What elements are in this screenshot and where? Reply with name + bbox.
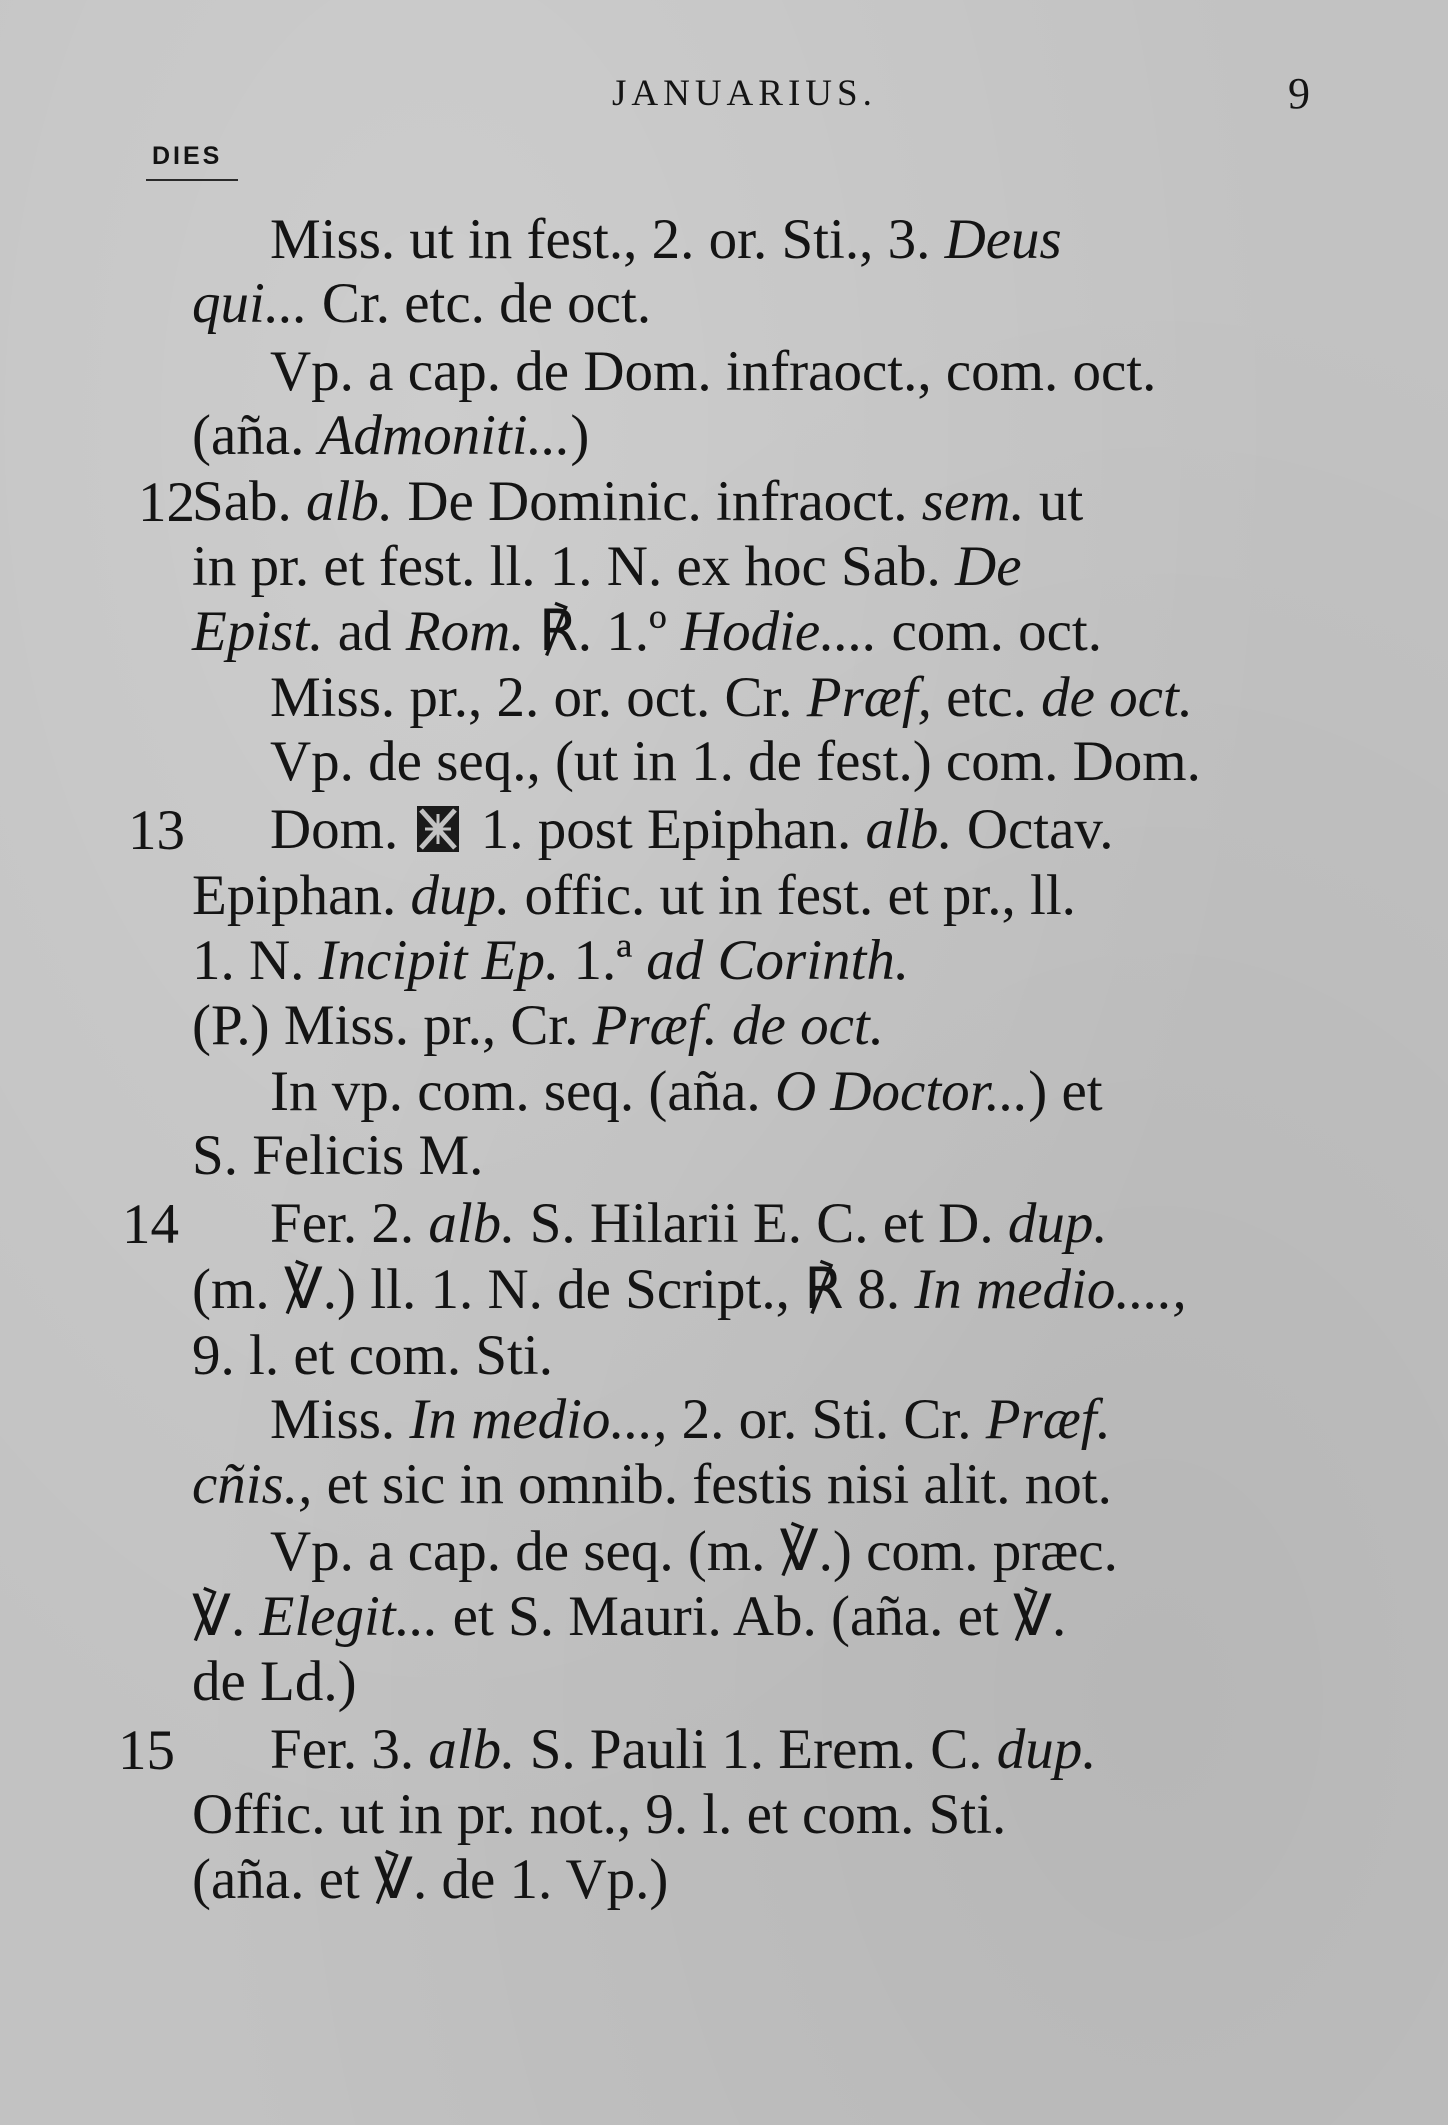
text-run: Offic. ut in pr. not., 9. l. et com. Sti. <box>192 1783 1007 1846</box>
italic-text: dup. <box>996 1718 1097 1781</box>
italic-text: Hodie.... <box>680 600 878 663</box>
text-line <box>270 798 1113 862</box>
italic-text: alb. <box>865 798 953 861</box>
italic-text: Præf. de oct. <box>592 994 884 1057</box>
text-line <box>270 208 1062 272</box>
italic-text: alb. <box>428 1718 516 1781</box>
text-line <box>192 272 651 336</box>
text-run: De Dominic. infraoct. <box>393 470 922 533</box>
column-label-underline <box>146 179 238 181</box>
text-run: ad <box>323 600 406 663</box>
text-line <box>192 470 1083 534</box>
italic-text: de oct. <box>1041 666 1194 729</box>
text-run: (m. ℣.) ll. 1. N. de Script., ℟ 8. <box>192 1258 915 1321</box>
italic-text: De <box>955 535 1022 598</box>
page-number: 9 <box>1288 69 1310 118</box>
italic-text: ad Corinth. <box>646 929 910 992</box>
text-line <box>192 1650 357 1714</box>
text-run: Cr. etc. de oct. <box>307 272 652 335</box>
text-run: Vp. a cap. de seq. (m. ℣.) com. præc. <box>270 1520 1118 1583</box>
text-line <box>192 1585 1066 1649</box>
text-run: Epiphan. <box>192 864 411 927</box>
text-line <box>192 1124 483 1188</box>
italic-text: Incipit Ep. <box>318 929 560 992</box>
text-line <box>192 994 884 1058</box>
text-line <box>192 1848 668 1912</box>
text-run: offic. ut in fest. et pr., ll. <box>510 864 1076 927</box>
italic-text: In medio...., <box>914 1258 1187 1321</box>
text-line <box>192 404 589 468</box>
italic-text: Epist. <box>192 600 324 663</box>
italic-text: alb. <box>428 1192 516 1255</box>
text-run: de Ld.) <box>192 1650 357 1713</box>
italic-text: cñis., <box>192 1453 313 1516</box>
italic-text: Præf, <box>806 666 932 729</box>
text-run: ut <box>1024 470 1084 533</box>
text-run: 1. post Epiphan. <box>466 798 866 861</box>
cross-icon <box>417 806 459 852</box>
text-line <box>270 1060 1103 1124</box>
text-run: Vp. a cap. de Dom. infraoct., com. oct. <box>270 340 1157 403</box>
text-run: Fer. 3. <box>270 1718 429 1781</box>
text-run: (aña. et ℣. de 1. Vp.) <box>192 1848 669 1911</box>
text-run: In vp. com. seq. (aña. <box>270 1060 775 1123</box>
text-run: Miss. <box>270 1388 410 1451</box>
day-number: 13 <box>128 799 185 862</box>
text-run: ) et <box>1028 1060 1103 1123</box>
text-run: Dom. <box>270 798 413 861</box>
text-line <box>270 340 1156 404</box>
italic-text: Elegit... <box>259 1585 439 1648</box>
text-run: S. Felicis M. <box>192 1124 484 1187</box>
text-line <box>270 1520 1118 1584</box>
text-line <box>270 1718 1097 1782</box>
italic-text: In medio..., <box>409 1388 668 1451</box>
day-number: 15 <box>118 1719 175 1782</box>
text-run: etc. <box>931 666 1042 729</box>
text-run: (aña. <box>192 404 319 467</box>
text-line <box>192 929 909 993</box>
running-title: JANUARIUS. <box>612 73 877 114</box>
text-run: com. oct. <box>877 600 1102 663</box>
text-run: ℟. 1.º <box>524 600 681 663</box>
text-run: Sab. <box>192 470 306 533</box>
text-run: Fer. 2. <box>270 1192 429 1255</box>
day-number: 12 <box>138 471 195 534</box>
text-line <box>192 535 1022 599</box>
text-run: (P.) Miss. pr., Cr. <box>192 994 593 1057</box>
text-run: 9. l. et com. Sti. <box>192 1324 553 1387</box>
italic-text: alb. <box>306 470 394 533</box>
text-run: 2. or. Sti. Cr. <box>667 1388 986 1451</box>
italic-text: Rom. <box>405 600 525 663</box>
text-line <box>270 730 1201 794</box>
text-line <box>270 1192 1108 1256</box>
text-run: Octav. <box>952 798 1114 861</box>
italic-text: Deus <box>944 208 1062 271</box>
italic-text: O Doctor... <box>774 1060 1029 1123</box>
italic-text: Admoniti... <box>318 404 571 467</box>
text-run: et sic in omnib. festis nisi alit. not. <box>312 1453 1112 1516</box>
text-line <box>192 864 1076 928</box>
text-run: in pr. et fest. ll. 1. N. ex hoc Sab. <box>192 535 956 598</box>
text-run: 1. N. <box>192 929 319 992</box>
text-run: ℣. <box>192 1585 260 1648</box>
italic-text: qui... <box>192 272 308 335</box>
italic-text: dup. <box>410 864 511 927</box>
text-line <box>192 1453 1112 1517</box>
text-run: Vp. de seq., (ut in 1. de fest.) com. Dom. <box>270 730 1201 793</box>
italic-text: Præf. <box>985 1388 1111 1451</box>
text-run: Miss. ut in fest., 2. or. Sti., 3. <box>270 208 945 271</box>
italic-text: dup. <box>1007 1192 1108 1255</box>
text-line <box>192 1783 1006 1847</box>
text-line <box>192 600 1102 664</box>
text-line <box>192 1258 1187 1322</box>
text-run: S. Pauli 1. Erem. C. <box>515 1718 997 1781</box>
text-run: S. Hilarii E. C. et D. <box>515 1192 1008 1255</box>
text-line <box>270 1388 1111 1452</box>
text-run: ) <box>570 404 590 467</box>
text-run: Miss. pr., 2. or. oct. Cr. <box>270 666 807 729</box>
day-number: 14 <box>122 1193 179 1256</box>
italic-text: sem. <box>921 470 1025 533</box>
column-label: DIES <box>152 142 223 170</box>
text-run: 1.ª <box>559 929 647 992</box>
text-line <box>270 666 1193 730</box>
text-run: et S. Mauri. Ab. (aña. et ℣. <box>438 1585 1067 1648</box>
text-line <box>192 1324 553 1388</box>
